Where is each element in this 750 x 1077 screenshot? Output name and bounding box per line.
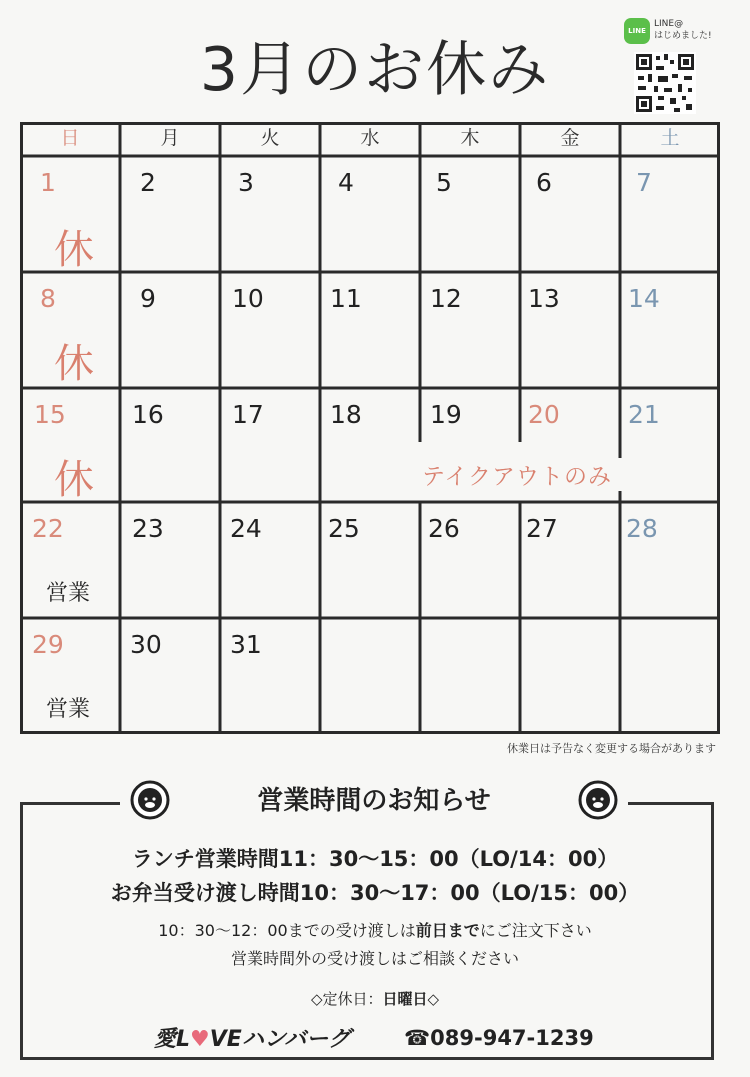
day-19: 19 bbox=[430, 400, 462, 429]
day-31: 31 bbox=[230, 630, 262, 659]
day-22: 22 bbox=[32, 514, 64, 543]
weekday-thu: 木 bbox=[460, 127, 480, 149]
line-badge[interactable] bbox=[620, 14, 730, 114]
consult-notice: 営業時間外の受け渡しはご相談ください bbox=[230, 949, 519, 968]
weekday-wed: 水 bbox=[360, 127, 380, 149]
schedule-change-note: 休業日は予告なく変更する場合があります bbox=[507, 742, 716, 755]
open-mark: 営業 bbox=[46, 697, 91, 722]
heart-icon: ♥ bbox=[190, 1027, 210, 1052]
day-4: 4 bbox=[338, 168, 354, 197]
preorder-notice-bold: 前日まで bbox=[415, 921, 480, 940]
hours-heading-text: 営業時間のお知らせ bbox=[257, 786, 491, 816]
brand-post: VEハンバーグ bbox=[209, 1027, 351, 1052]
day-14: 14 bbox=[628, 284, 660, 313]
preorder-notice-suffix: にご注文下さい bbox=[479, 921, 592, 940]
bull-logo-icon bbox=[578, 780, 618, 820]
day-28: 28 bbox=[626, 514, 658, 543]
page-title: 3月のお休み bbox=[199, 35, 551, 105]
day-8: 8 bbox=[40, 284, 56, 313]
line-logo-icon: LINE bbox=[624, 18, 650, 44]
bento-hours: お弁当受け渡し時間10：30〜17：00（LO/15：00） bbox=[110, 881, 640, 905]
closed-day-suffix: ◇ bbox=[427, 990, 440, 1008]
calendar-grid bbox=[20, 122, 720, 734]
day-21: 21 bbox=[628, 400, 660, 429]
closed-mark: 休 bbox=[54, 457, 94, 503]
day-29: 29 bbox=[32, 630, 64, 659]
day-27: 27 bbox=[526, 514, 558, 543]
open-mark: 営業 bbox=[46, 581, 91, 606]
weekday-fri: 金 bbox=[560, 127, 580, 149]
line-caption-1: LINE@ bbox=[654, 19, 684, 29]
day-2: 2 bbox=[140, 168, 156, 197]
day-18: 18 bbox=[330, 400, 362, 429]
preorder-notice bbox=[0, 918, 750, 941]
day-12: 12 bbox=[430, 284, 462, 313]
day-20: 20 bbox=[528, 400, 560, 429]
phone-number[interactable]: ☎089-947-1239 bbox=[404, 1026, 594, 1050]
hours-heading bbox=[120, 778, 628, 824]
day-17: 17 bbox=[232, 400, 264, 429]
day-10: 10 bbox=[232, 284, 264, 313]
day-13: 13 bbox=[528, 284, 560, 313]
day-9: 9 bbox=[140, 284, 156, 313]
brand-pre: 愛L bbox=[154, 1027, 191, 1052]
takeout-only-label: テイクアウトのみ bbox=[410, 458, 624, 491]
lunch-hours: ランチ営業時間11：30〜15：00（LO/14：00） bbox=[131, 847, 619, 871]
calendar-lines bbox=[20, 122, 720, 734]
closed-day-prefix: ◇定休日： bbox=[310, 990, 383, 1008]
closed-day-value: 日曜日 bbox=[382, 990, 428, 1008]
day-5: 5 bbox=[436, 168, 452, 197]
weekday-mon: 月 bbox=[160, 127, 180, 149]
preorder-notice-prefix: 10：30〜12：00までの受け渡しは bbox=[158, 921, 416, 940]
day-15: 15 bbox=[34, 400, 66, 429]
day-23: 23 bbox=[132, 514, 164, 543]
day-25: 25 bbox=[328, 514, 360, 543]
day-30: 30 bbox=[130, 630, 162, 659]
day-11: 11 bbox=[330, 284, 362, 313]
weekday-sun: 日 bbox=[60, 127, 80, 149]
weekday-tue: 火 bbox=[260, 127, 280, 149]
day-16: 16 bbox=[132, 400, 164, 429]
line-caption-2: はじめました! bbox=[654, 31, 712, 41]
bull-logo-icon bbox=[130, 780, 170, 820]
day-3: 3 bbox=[238, 168, 254, 197]
line-caption bbox=[654, 18, 712, 42]
brand-logo bbox=[154, 1022, 350, 1053]
day-6: 6 bbox=[536, 168, 552, 197]
closed-mark: 休 bbox=[54, 341, 94, 387]
qr-code-icon[interactable] bbox=[634, 52, 696, 114]
closed-day bbox=[0, 988, 750, 1009]
day-24: 24 bbox=[230, 514, 262, 543]
day-26: 26 bbox=[428, 514, 460, 543]
day-7: 7 bbox=[636, 168, 652, 197]
day-1: 1 bbox=[40, 168, 56, 197]
weekday-sat: 土 bbox=[660, 127, 680, 149]
closed-mark: 休 bbox=[54, 227, 94, 273]
